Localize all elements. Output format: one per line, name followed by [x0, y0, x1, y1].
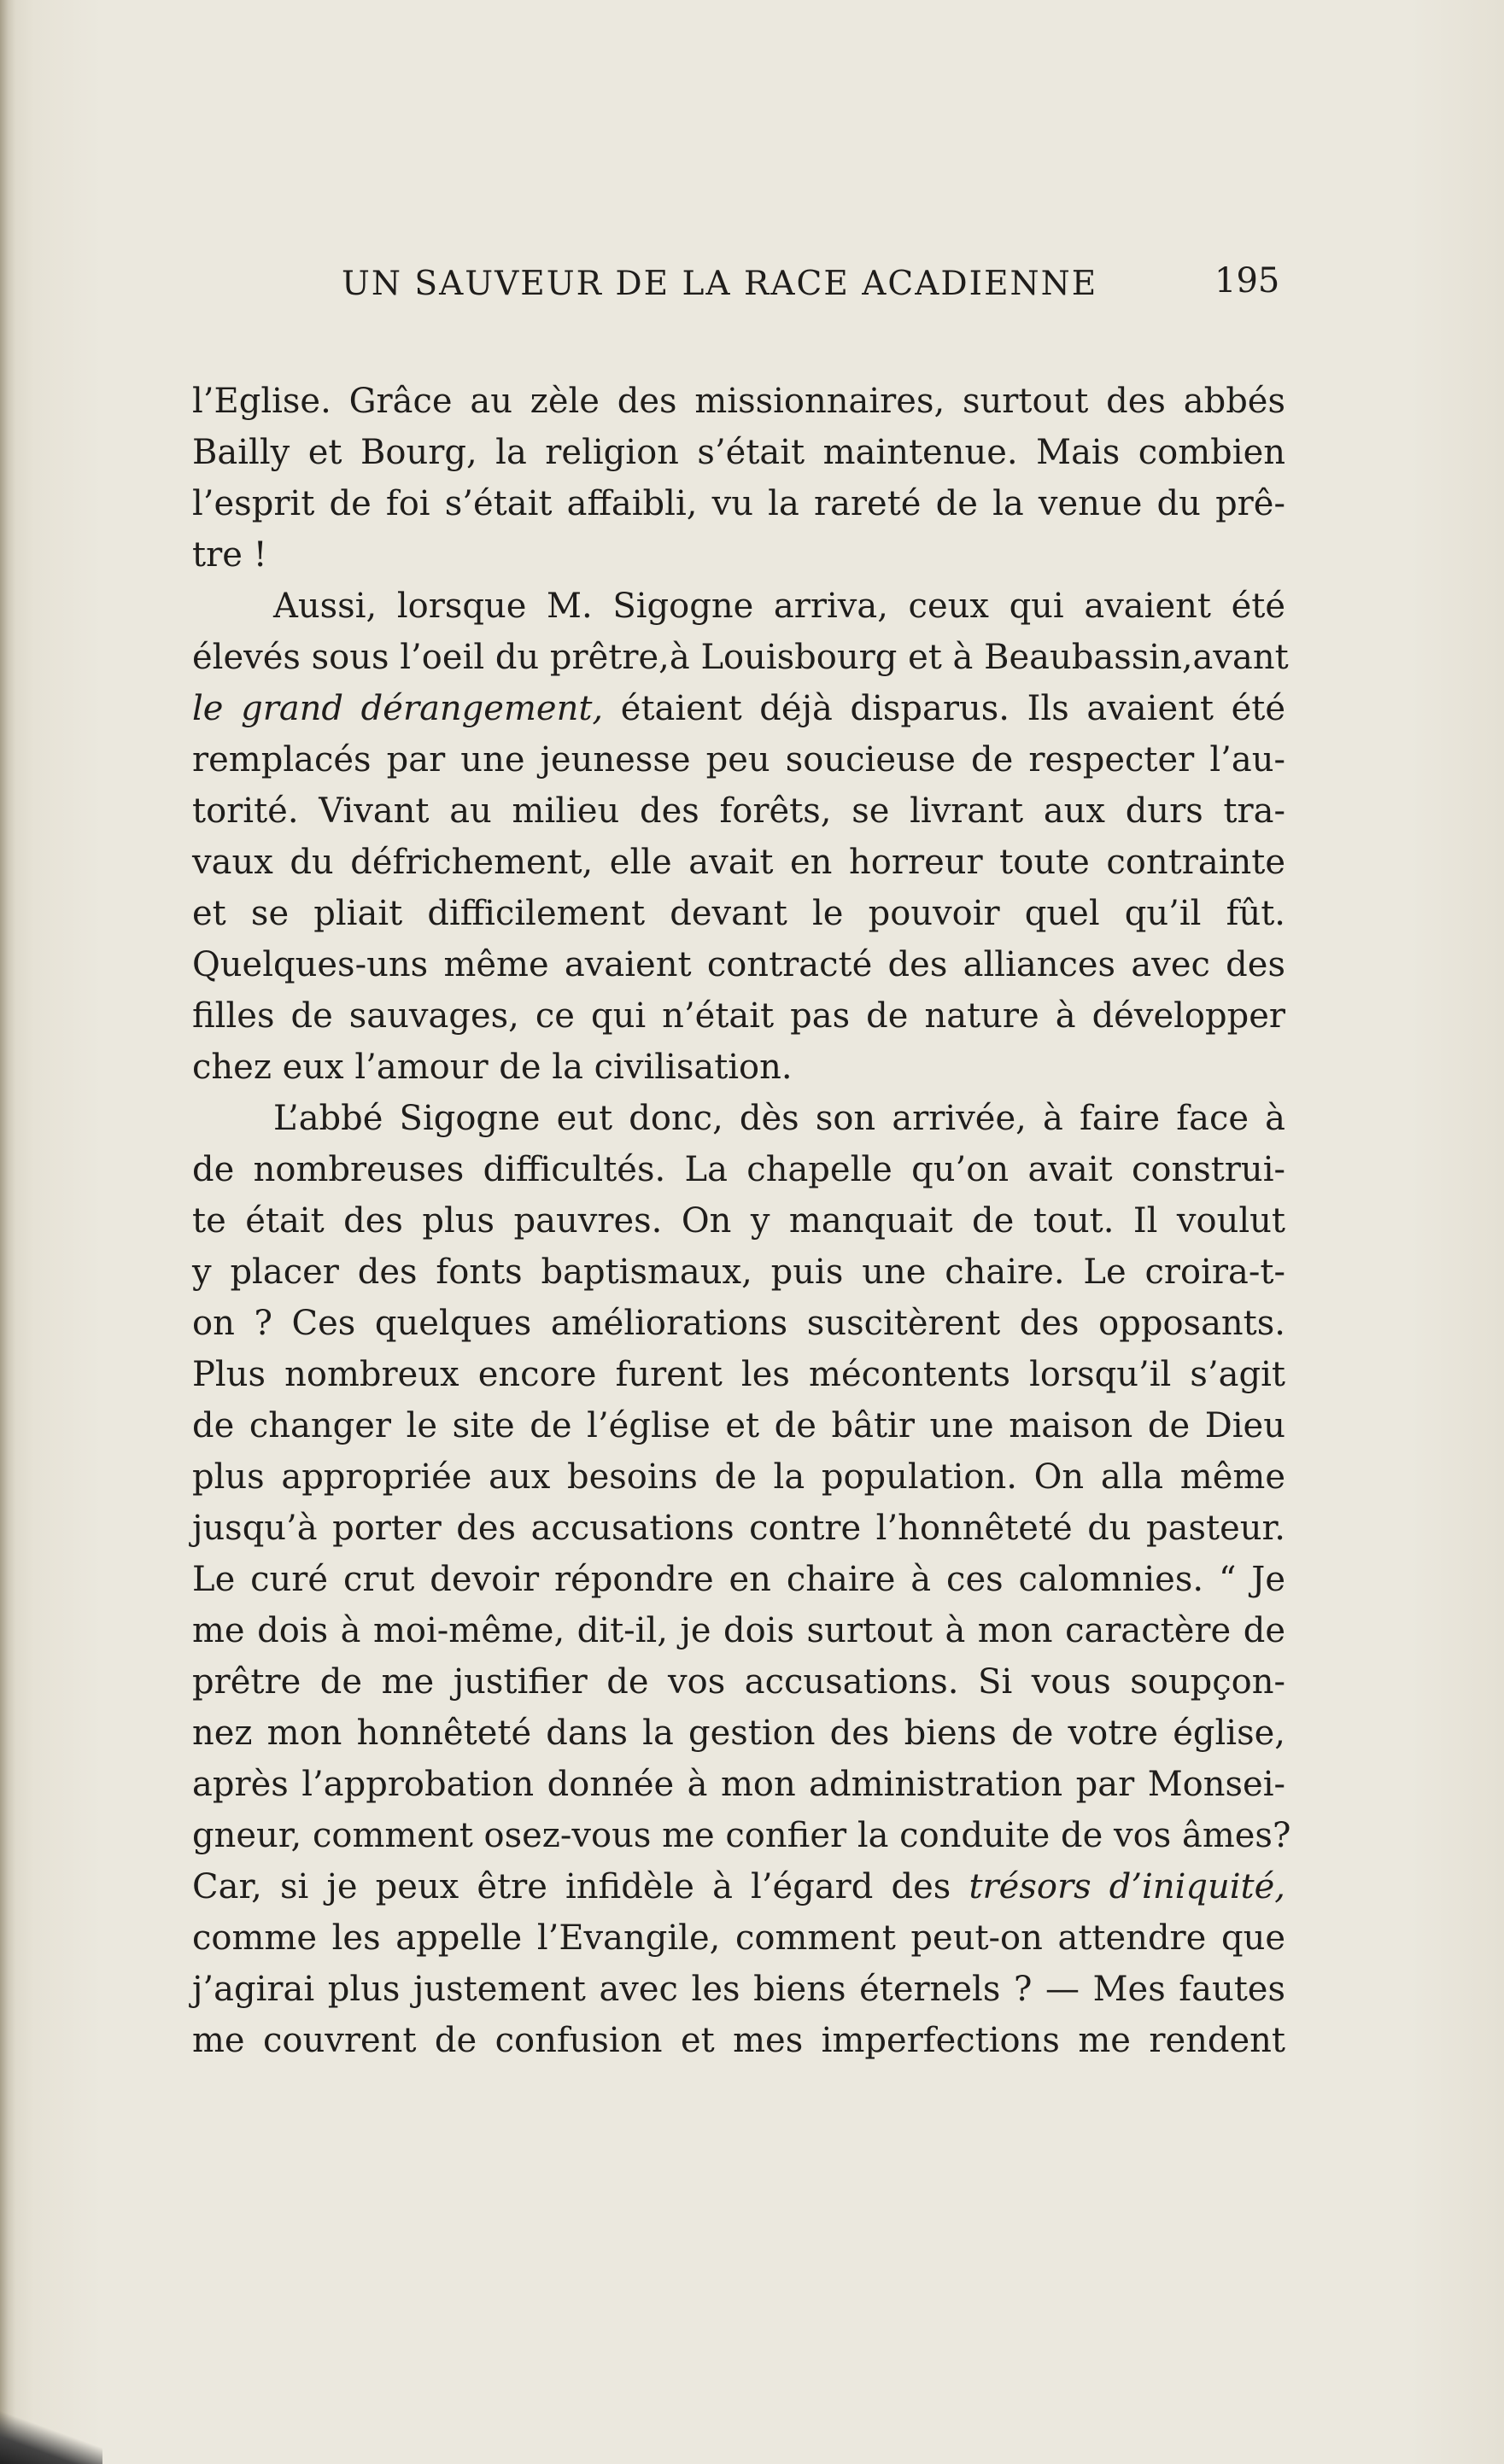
text-line: me couvrent de confusion et mes imperfections me rendent	[192, 2021, 1285, 2060]
text-line: Plus nombreux encore furent les mécontents lorsqu’il s’agit	[192, 1355, 1285, 1394]
text-line: remplacés par une jeunesse peu soucieuse de respecter l’au-	[192, 740, 1285, 779]
text-line: Quelques-uns même avaient contracté des alliances avec des	[192, 945, 1285, 984]
text-line	[192, 1861, 1285, 1912]
body-text	[192, 376, 1291, 2066]
text-line: de changer le site de l’église et de bâtir une maison de Dieu	[192, 1406, 1285, 1445]
text-line: me dois à moi-même, dit-il, je dois surtout à mon caractère de	[192, 1611, 1285, 1650]
text-line: comme les appelle l’Evangile, comment peut-on attendre que	[192, 1918, 1285, 1958]
text-line: y placer des fonts baptismaux, puis une chaire. Le croira-t-	[192, 1252, 1285, 1292]
text-line: après l’approbation donnée à mon administration par Monsei-	[192, 1765, 1285, 1804]
text-line	[192, 683, 1285, 734]
text-line: nez mon honnêteté dans la gestion des biens de votre église,	[192, 1714, 1285, 1753]
text-line: Le curé crut devoir répondre en chaire à ces calomnies. “ Je	[192, 1560, 1285, 1599]
text-line: chez eux l’amour de la civilisation.	[192, 1048, 793, 1087]
italic-phrase: trésors d’iniquité,	[969, 1867, 1285, 1906]
page-corner-shadow	[0, 2404, 102, 2464]
text-line: Bailly et Bourg, la religion s’était maintenue. Mais combien	[192, 433, 1285, 472]
running-title: UN SAUVEUR DE LA RACE ACADIENNE	[342, 265, 1098, 303]
text-line: élevés sous l’oeil du prêtre,à Louisbourg et à Beaubassin,avant	[192, 638, 1289, 677]
text-line: j’agirai plus justement avec les biens éternels ? — Mes fautes	[192, 1970, 1285, 2009]
text-line: plus appropriée aux besoins de la population. On alla même	[192, 1457, 1285, 1497]
text-line: Aussi, lorsque M. Sigogne arriva, ceux qui avaient été	[273, 587, 1285, 626]
page-gutter-shadow	[0, 0, 15, 2464]
text-line: torité. Vivant au milieu des forêts, se livrant aux durs tra-	[192, 791, 1285, 831]
text-line: filles de sauvages, ce qui n’était pas de nature à développer	[192, 996, 1285, 1036]
text-line: l’Eglise. Grâce au zèle des missionnaires, surtout des abbés	[192, 382, 1285, 421]
italic-phrase: le grand dérangement,	[192, 689, 604, 728]
text-line: te était des plus pauvres. On y manquait de tout. Il voulut	[192, 1201, 1285, 1241]
text-line: on ? Ces quelques améliorations suscitèrent des opposants.	[192, 1304, 1285, 1343]
page-header	[0, 256, 1504, 307]
text-line: L’abbé Sigogne eut donc, dès son arrivée, à faire face à	[273, 1099, 1285, 1138]
text-line: prêtre de me justifier de vos accusations. Si vous soupçon-	[192, 1662, 1285, 1702]
text-line: jusqu’à porter des accusations contre l’honnêteté du pasteur.	[192, 1509, 1285, 1548]
text-fragment: Car, si je peux être infidèle à l’égard des	[192, 1867, 951, 1906]
text-line: gneur, comment osez-vous me confier la conduite de vos âmes?	[192, 1816, 1291, 1855]
text-line: tre !	[192, 535, 267, 575]
page-number: 195	[1214, 261, 1280, 301]
text-line: de nombreuses difficultés. La chapelle qu’on avait construi-	[192, 1150, 1285, 1189]
text-line: l’esprit de foi s’était affaibli, vu la rareté de la venue du prê-	[192, 484, 1285, 523]
text-line: vaux du défrichement, elle avait en horreur toute contrainte	[192, 843, 1285, 882]
text-line: et se pliait difficilement devant le pouvoir quel qu’il fût.	[192, 894, 1285, 933]
text-fragment: étaient déjà disparus. Ils avaient été	[620, 689, 1285, 728]
